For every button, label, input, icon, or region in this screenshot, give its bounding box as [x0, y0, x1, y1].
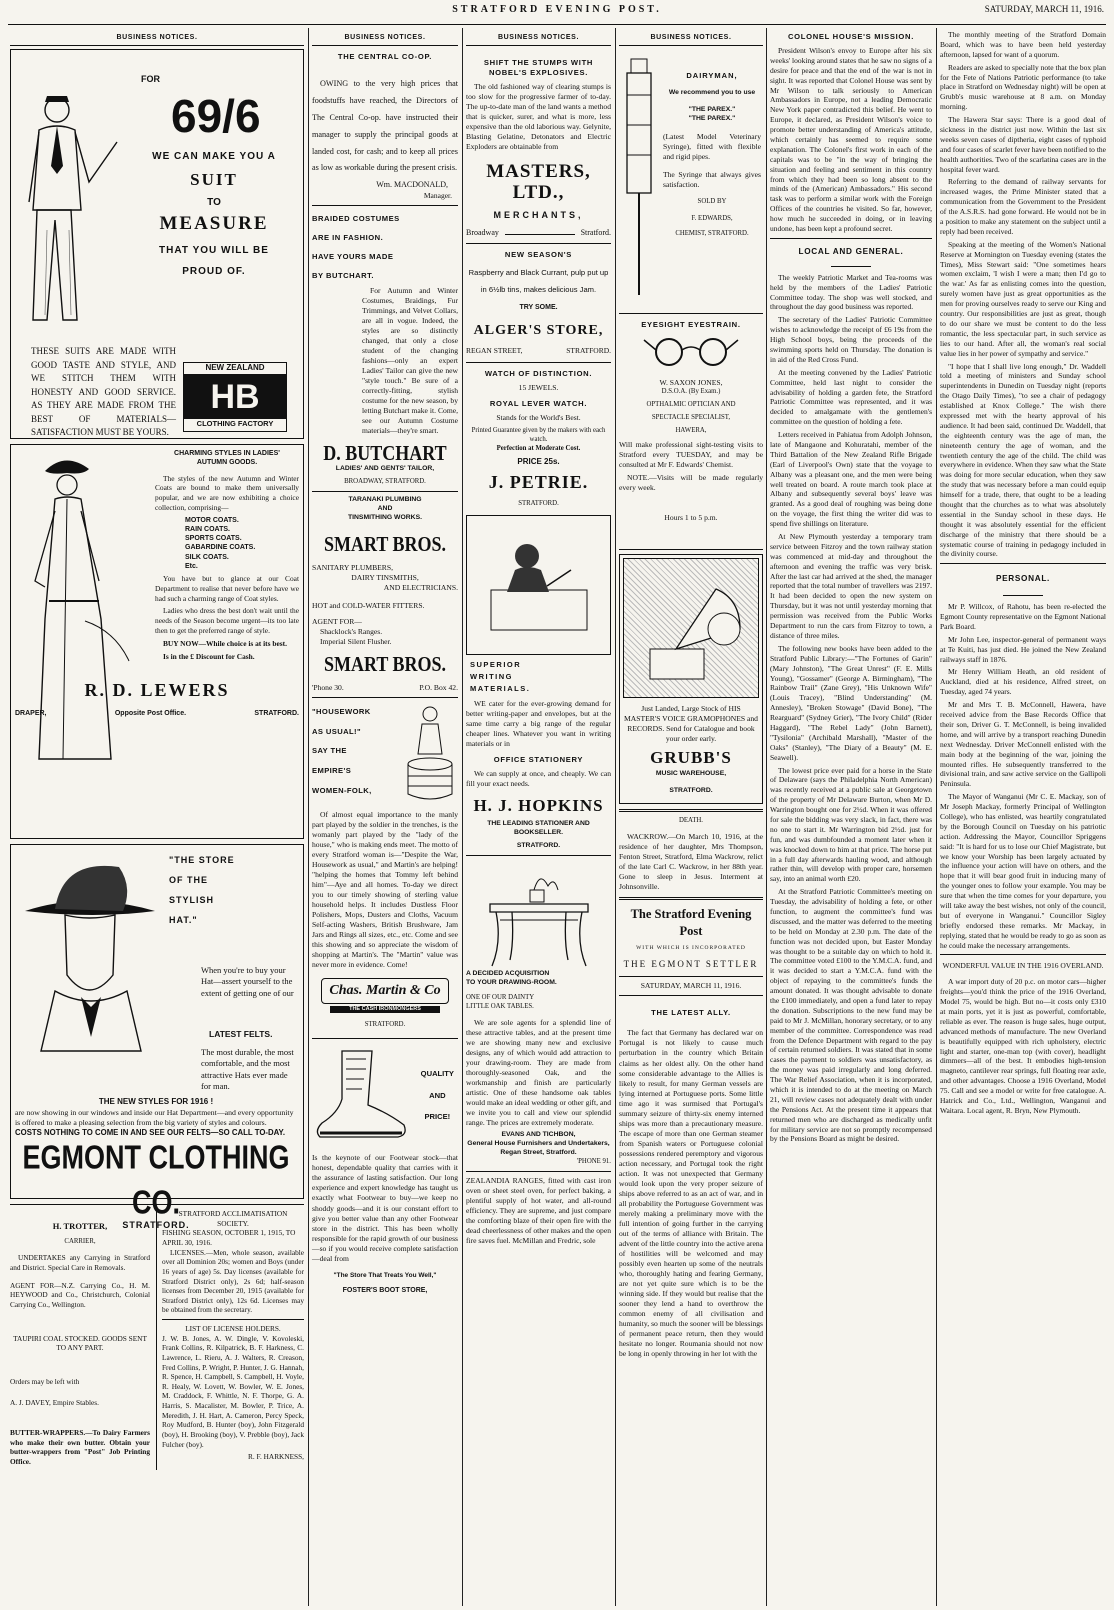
trotter-para: TAUPIRI COAL STOCKED. GOODS SENT TO ANY PART.: [13, 1333, 147, 1353]
masters-name: MASTERS, LTD.,: [486, 161, 591, 204]
jones-town: HAWERA,: [675, 427, 707, 435]
paper-flag: The Stratford Evening Post: [630, 907, 752, 938]
accl-heading: STRATFORD ACCLIMATISATION SOCIETY.: [178, 1209, 288, 1228]
local-para: The secretary of the Ladies' Patriotic Committee wishes to acknowledge the receipt of £6 19s from the High School boys, being the proceeds of the swimming sports held on Thursday. The donation is in aid of the Red Cross Fund.: [770, 315, 932, 364]
zealandia-ranges: ZEALANDIA RANGES, fitted with cast iron oven or sheet steel oven, for perfect baking, a plentiful supply of hot water, and all-round efficiency. They are supreme, and just compare the comforting blaze of their open fire with the dead cheerlessness of other makes and the open fire saves fuel. McMillan and Fredric, sole: [466, 1175, 611, 1245]
jones-body: Will make professional sight-testing visits to Stratford every TUESDAY, and may be consulted at Mr F. Edwards' Chemist.: [619, 440, 763, 470]
hats-q1: "THE STORE: [169, 855, 235, 866]
personal-para: Mr P. Willcox, of Rahotu, has been re-elected the Egmont County representative on the Egmont National Park Board.: [940, 602, 1106, 631]
smart-line: AND ELECTRICIANS.: [383, 583, 458, 593]
lewers-town: STRATFORD.: [254, 710, 299, 718]
suit-line-3: TO: [207, 196, 221, 208]
smart-line: Shacklock's Ranges.: [320, 627, 383, 637]
coat-list: [155, 516, 299, 571]
suit-line-1: WE CAN MAKE YOU A: [152, 151, 276, 163]
parex-heading: DAIRYMAN,: [686, 71, 738, 81]
algers-name: ALGER'S STORE,: [473, 322, 604, 338]
personal-para: The Mayor of Wanganui (Mr C. E. Mackay, son of Mr Joseph Mackay, formerly Principal of Wellington College), who has enlisted, was heartily congratulated by the Borough Council on Tuesday on his patriotic action. Addressing the Mayor, Councillor Spriggens said: "It is hard for us to lose our Chief Magistrate, but we know your Worship has been largely actuated by the influence your action will have on others, and the hope that it will bear good fruit in inducing many of the younger ones to follow your example. You may be sure that when the time comes for your departure, you will take away the best wishes, not only of the council, but of everyone in Wanganui." Councillor Sigley briefly endorsed these remarks. Mr Mackay, in replying, stated that he would be ready to go as soon as he could make the necessary arrangements.: [940, 792, 1106, 950]
foster-body: Is the keynote of our Footwear stock—that honest, dependable quality that carries with it the assurance of lasting satisfaction. Our long experience and expert knowledge has taught us exactly what Footwear to buy—we keep no shoddy goods—and it is our constant effort to give you better value than any other Footwear store in the district. This has been wholly responsible for the rapid growth of our business—so if you would receive complete satisfaction—deal from: [312, 1153, 458, 1263]
suit-line-4: MEASURE: [159, 213, 269, 235]
foster-heading-block: [312, 1043, 458, 1153]
personal-para: Mr John Lee, inspector-general of permanent ways at Te Kuiti, has just died. He joined the New Zealand railways staff in 1876.: [940, 634, 1106, 664]
petrie-guarantee: Printed Guarantee given by the makers with each watch.: [471, 427, 606, 444]
column-rule: [308, 28, 309, 1606]
martin-logo-sub: THE CASH IRONMONGERS: [330, 1006, 440, 1013]
lewers-para: Ladies who dress the best don't wait until the needs of the Season become urgent—its too late then to get the preferred range of style.: [155, 606, 299, 635]
gramophone-icon: [640, 569, 750, 689]
smart-line: DAIRY TINSMITHS,: [351, 573, 419, 583]
masthead: [0, 4, 1114, 18]
accl-season: FISHING SEASON, OCTOBER 1, 1915, TO APRIL 30, 1916.: [162, 1228, 296, 1248]
column-6: [940, 30, 1106, 1606]
hb-logo: [183, 362, 287, 432]
man-in-suit-illustration: [17, 90, 127, 340]
hats-q2: OF THE: [169, 875, 208, 886]
personal-para: Mr Henry William Heath, an old resident of Auckland, died at his residence, Alfred street, on Tuesday, aged 74 years.: [940, 667, 1106, 697]
jones-line: SPECTACLE SPECIALIST,: [651, 414, 731, 422]
parex-advert: [619, 49, 763, 309]
news-para: The Hawera Star says: There is a good deal of sickness in the district just now. Within the last six weeks seven cases of diptheria, eight cases of typhoid and four cases of scarlet fever have been notified to the health authorities. Two of the scarlatina cases are in the hospital fever ward.: [940, 115, 1106, 174]
accl-signature: R. F. HARKNESS,: [248, 1452, 304, 1462]
masthead-title: STRATFORD EVENING POST.: [452, 4, 662, 15]
suit-line-6: PROUD OF.: [182, 266, 246, 278]
martin-line: WOMEN-FOLK,: [312, 785, 372, 795]
column-rule: [615, 28, 616, 1606]
martin-town: STRATFORD.: [364, 1021, 406, 1029]
grubbs-sub: MUSIC WAREHOUSE,: [655, 769, 727, 777]
butchart-line: BRAIDED COSTUMES: [312, 213, 400, 223]
lewers-advert: [10, 444, 304, 839]
lewers-heading-1: CHARMING STYLES IN LADIES': [174, 450, 280, 458]
masters-heading: NOBEL'S EXPLOSIVES.: [488, 68, 589, 78]
suit-line-2: SUIT: [190, 170, 238, 190]
masters-body: The old fashioned way of clearing stumps is too slow for the progressive farmer of to-day. The up-to-date man of the land wants a method that is quicker, surer, and what is more, less expensive than the old laborious way. Gelynite, Blasting Gelatine, Detonators and Electric Exploders are obtainable from: [466, 82, 611, 152]
masters-right: Stratford.: [580, 228, 611, 238]
evans-body: We are sole agents for a splendid line of these attractive tables, and at the present time we are showing many new and exclusive designs, any of which would add attraction to your drawing-room. They are made from thoroughly-seasoned Oak, and the workmanship and finish are particularly artistic. One of these handsome oak tables would make an ideal wedding or other gift, and we invite you to call and view our splendid range. The prices are extremely moderate.: [466, 1017, 611, 1127]
smart-line: Imperial Silent Flusher.: [320, 637, 392, 647]
accl-list-heading: LIST OF LICENSE HOLDERS.: [185, 1324, 281, 1334]
smart-heading: TINSMITHING WORKS.: [347, 514, 422, 522]
petrie-jewels: 15 JEWELS.: [518, 383, 559, 393]
lewers-draper: DRAPER,: [15, 710, 47, 718]
lewers-opposite: Opposite Post Office.: [114, 710, 187, 718]
petrie-heading: WATCH OF DISTINCTION.: [484, 369, 593, 379]
section-header: BUSINESS NOTICES.: [312, 30, 458, 46]
martin-logo: Chas. Martin & Co: [321, 978, 449, 1004]
column-2: [312, 30, 458, 1606]
parex-desc: (Latest Model Veterinary Syringe), fitted with flexible and rigid pipes.: [663, 132, 761, 162]
egmont-settler: THE EGMONT SETTLER: [623, 958, 759, 969]
gramophone-illustration: [623, 558, 759, 698]
news-para: Readers are asked to specially note that the box plan for the Fete of Nations Patriotic performance (to take place in Stratford on Wednesday night) will be open at Grubb's music warehouse at 8 a.m. on Monday morning.: [940, 62, 1106, 112]
boot-illustration: [312, 1047, 408, 1147]
news-para: Referring to the demand of railway servants for increased wages, the Prime Minister stated that a communication from the Government to the President of the A.S.R.S. had gone forward. He would not be in a position to make any statement on the subject until a reply had been received.: [940, 177, 1106, 236]
spectacles-icon: [641, 334, 741, 368]
jones-hours: Hours 1 to 5 p.m.: [664, 513, 718, 523]
local-general-heading: LOCAL AND GENERAL.: [798, 246, 904, 256]
column-rule: [936, 28, 937, 1606]
jones-note: NOTE.—Visits will be made regularly every week.: [619, 473, 763, 493]
section-header: BUSINESS NOTICES.: [10, 30, 304, 46]
evans-phone: 'PHONE 91.: [576, 1157, 611, 1165]
personal-heading: PERSONAL.: [995, 574, 1051, 584]
foster-name: FOSTER'S BOOT STORE,: [342, 1287, 428, 1295]
petrie-name: J. PETRIE.: [488, 471, 589, 492]
personal-para: Mr and Mrs T. B. McConnell, Hawera, have received advice from the Base Records Office that their son, Driver G. T. McConnell, is being invalided home, and will arrive by a transport reaching Dunedin next Wednesday. Driver McConnell enlisted with the main body at the beginning of the war, joining the mounted rifles. He subsequently transferred to the divisional train, and saw active service on the Gallipoli Peninsula.: [940, 700, 1106, 789]
hats-para-1: When you're to buy your Hat—assert yourself to the extent of getting one of our: [201, 965, 294, 998]
trotter-para: Orders may be left with: [10, 1376, 80, 1386]
evans-heading: LITTLE OAK TABLES.: [466, 1002, 534, 1010]
syringe-illustration: [619, 55, 659, 305]
hats-para-2: The most durable, the most comfortable, and the most attractive Hats ever made for man.: [201, 1047, 294, 1091]
martin-body: Of almost equal importance to the manly part played by the soldier in the trenches, is the womanly part played by the "lady of the house," who is making ends meet. The motto of every Stratford woman is—"Despite the War, Housework as usual," and Martin's are helping! "helping the homes that Tommy left behind him"—Aye and all homes. To-day we direct you to our timely showing of sterling value household helps. It includes Dustless Floor Polishers, Mops, Dusters and Cloths, Vacuum Self-acting Washers, British Brushware, Jam Jars and Rings all sizes, etc., etc. Come and see this showing and so appreciate the wisdom of shopping at Martin's. The "Martin" value was never more in evidence. Come!: [312, 809, 458, 970]
hopkins-town: STRATFORD.: [516, 841, 561, 849]
writing-desk-icon: [487, 530, 591, 642]
smart-heading: TARANAKI PLUMBING: [348, 496, 422, 504]
new-styles: THE NEW STYLES FOR 1916 !: [98, 1097, 214, 1107]
lewers-para: Is in the £ Discount for Cash.: [163, 651, 255, 661]
hopkins-para: We can supply at once, and cheaply. We can fill your exact needs.: [466, 769, 611, 789]
local-para: The lowest price ever paid for a horse in the State of Delaware (says the Philadelphia North American) was recently received at a public sale at Georgetown of the property of Mr Delaware Burton, when Mr D. Warrington bought one for 2½d. When it was offered for sale the bidding was very slack, in fact, there was no one to start it. Mr Warrington bid 2½d. just for fun, and was dumbfounded a moment later when it was knocked down to him at that price. The horse put in a full day afterwards hauling wood, and although rather thin, will develop with proper care, horsemen say, into an animal worth £20.: [770, 765, 932, 884]
death-heading: DEATH.: [679, 817, 703, 825]
suit-line-5: THAT YOU WILL BE: [159, 245, 269, 257]
column-3: [466, 30, 611, 1606]
martin-heading-block: [312, 702, 458, 810]
foster-line: AND: [429, 1090, 446, 1100]
logo-top-text: NEW ZEALAND: [184, 363, 286, 375]
algers-body: Raspberry and Black Currant, pulp put up in 6½lb tins, makes delicious Jam.: [468, 267, 609, 295]
coat-item: RAIN COATS.: [185, 526, 230, 533]
column-5: [770, 30, 932, 1606]
egmont-clothing-name: EGMONT CLOTHING CO.: [22, 1138, 290, 1221]
local-para: The following new books have been added to the Stratford Public Library:—"The Fortunes of Garin" (Mary Johnston), "The Great Unrest" (F. E. Mills Young), "Gossamer" (George A. Birmingham), "The Rainbow Trail" (Zane Grey), "His Unknown Wife" (Louis Tracey), "Blind Understanding" (M. Annesley), "Broken Stowage" (David Bone), "The Rearguard" (Sydney Grier), "The Ivory Child" (Rider Haggard), "The Rebel Lady" (John Barnett), "Tysilonia" (Archibald Marshall), "Master of the Oaks" (Stanley), "The Diary of a Beauty" (M. E. Seawell).: [770, 643, 932, 762]
hopkins-office: OFFICE STATIONERY: [493, 755, 584, 765]
news-para: "I hope that I shall live long enough," Dr. Waddell told a meeting of ministers and Sunday school superintendents in Dunedin on Tuesday night (reports the Otago Daily Times), "to see a chair of pedagogy established at Knox College." The wish there expressed met with the hearty approval of his audience. It had been said, continued Dr. Waddell, that the eighteenth century was the age of man, the nineteenth century the age of woman, and the twentieth century the age of the child. The child was everywhere in evidence. When they saw what the State was doing for more secular education, when they saw the study that was necessary before a man could equip himself for a trade, there, that ought to be a leading thought that the churches as to what was absolutely essential in the Sunday school in these days. He thought it was absolutely essential for the efficient discharge of the ministry that there should be a systematic course of training in pedagogy included in the divinity course.: [940, 361, 1106, 559]
for-label: FOR: [141, 74, 160, 85]
hats-q3: STYLISH: [169, 894, 215, 905]
evans-heading: TO YOUR DRAWING-ROOM.: [466, 978, 557, 986]
lewers-para: You have but to glance at our Coat Department to realise that never before have we had such a charming range of Coat styles.: [155, 574, 299, 603]
logo-main-text: HB: [184, 375, 286, 419]
parex-name: "THE PAREX.": [688, 106, 736, 114]
masters-left: Broadway: [466, 228, 499, 238]
algers-try: TRY SOME.: [519, 303, 558, 311]
washer-illustration: [404, 702, 456, 807]
hats-para-4: COSTS NOTHING TO COME IN AND SEE OUR FELTS—SO CALL TO-DAY.: [15, 1128, 286, 1138]
latest-ally-body: The fact that Germany has declared war on Portugal is not likely to cause much perturbation in the country which Britain claims as her oldest ally. On the other hand some considerable advantage to the Allies is likely to result, for many German vessels are lying interned at Portuguese ports. Some little time ago it was surmised that Portugal's summary seizure of thirty-six enemy interned ships was more than a precautionary measure. The escape of more than one German steamer from Spanish waters or Portuguese colonial possessions rendered peremptory and vigorous action necessary, and Portugal took the right action. It was not unexpected that Germany would look upon the very proper seizure of ships above referred to as an act of war, and in all probability the Portuguese Government was merely making a preliminary move with the full intention of going further in the carrying out of the terms of alliance with Britain. The advent of the little country into the active arena of hostilities will be welcomed and may possibly even hearten up some of the neutrals who, thoroughly hating and fearing Germany, are not yet quite sure which is to be the winning side. If they would but realise that the sooner they lend a hand to overthrow the common enemy of all civilisation and humanity, so much the sooner will be blessings of permanent peace return, then they would hesitate no longer. Roumania should not now be long in openly throwing in her lot with the: [619, 1028, 763, 1358]
egmont-town: STRATFORD.: [122, 1219, 190, 1230]
hopkins-name: H. J. HOPKINS: [473, 796, 604, 816]
parex-name: "THE PAREX.": [688, 115, 736, 123]
coop-title: Manager.: [423, 190, 452, 200]
mission-heading: COLONEL HOUSE'S MISSION.: [787, 32, 915, 41]
masters-merchants: MERCHANTS,: [493, 210, 584, 221]
grubbs-town: STRATFORD.: [669, 786, 713, 794]
lewers-name: R. D. LEWERS: [84, 680, 230, 701]
suit-body: THESE SUITS ARE MADE WITH GOOD TASTE AND STYLE, AND WE STITCH THEM WITH HONESTY AND GOOD SERVICE. AS THEY ARE MADE FROM THE BEST OF MATERIALS—SATISFACTION MUST BE YOURS.: [31, 346, 176, 438]
column-rule: [462, 28, 463, 1606]
local-para: At the meeting convened by the Ladies' Patriotic Committee, held last night to consider the advisability of holding a garden fete, the Stratford Patriotic Committee was represented, and it was decided to amalgamate with the gentlemen's committee on the question of holding a fete.: [770, 367, 932, 427]
smart-line: HOT and COLD-WATER FITTERS.: [312, 601, 425, 611]
mission-body: President Wilson's envoy to Europe after his six weeks' looking around states that he saw no signs of a desire for peace and that the end of the war is not in sight. It was reported that Colonel House was sent by Mr Wilson to talk seriously to American Ambassadors in Europe, not a leading Democratic New York paper contradicted this belief. He went to Europe, it declared, as President Wilson's voice to promote better understanding of America's attitude, which certainly has seemed to require some explanation. The Colonel's first work in each of the capitals was to be "in the way of bringing the situation and feeling and sentiment in this country from which they had been so long absent to the minds of the (American) Ambassadors." His second task was to perform a similar work with the Foreign Offices of the countries he visited. So far, however, how much he succeeded in doing, or in leaving undone, has been kept a profound secret.: [770, 46, 932, 234]
smart-line: AGENT FOR—: [312, 617, 362, 627]
hats-para-3: are now showing in our windows and inside our Hat Department—and every opportunity is offered to make a pleasing selection from the big variety of styles and colours.: [15, 1107, 294, 1128]
section-header: BUSINESS NOTICES.: [619, 30, 763, 46]
algers-address: REGAN STREET,: [466, 346, 523, 356]
local-para: Letters received in Pahiatua from Adolph Johnson, late of Mangaone and Kohuratahi, member of the Third Battalion of the New Zealand Rifle Brigade (Earl of Liverpool's Own) state that the voyage to Albany was a pleasant one, and the men were being well treated on board. A route march took place at Albany and subsequently several boys' leave was granted. As a good deal of roughing was being done on the voyage, the first thing the writer did was to spend five shillings on literature.: [770, 430, 932, 529]
evans-name: EVANS AND TICHBON,: [501, 1130, 576, 1138]
butchart-body: For Autumn and Winter Costumes, Braidings, Fur Trimmings, and Velvet Collars, are all in vogue. Indeed, the styles are so distinctly changed, that only a close student of the changing fashions—only an expert Ladies' Tailor can give the new "style touch." Be sure of a correctly-fitting, stylish costume for the new season, by letting Butchart make it. Come, see our Autumn Costume materials—they're smart.: [362, 285, 458, 435]
edwards-address: CHEMIST, STRATFORD.: [675, 230, 749, 238]
butchart-address: BROADWAY, STRATFORD.: [344, 478, 426, 486]
column-4: [619, 30, 763, 1606]
death-body: WACKROW.—On March 10, 1916, at the residence of her daughter, Mrs Thompson, Fenton Street, Stratford, Elma Wackrow, relict of the late Carl C. Wackrow, in her 88th year. Gone to sleep in Jesus. Interment at Johnsonville.: [619, 832, 763, 892]
local-para: At New Plymouth yesterday a temporary tram service between Fitzroy and the town railway station was commenced at mid-day and throughout the afternoon and evening the traffic was very brisk. After the last car had arrived at the shed, the manager reported that the total number of travellers was 2197. It had been decided to open the new system on Thursday, but it was not until yesterday morning that permission was received from the Public Works Department to run the cars from Fitzroy to town, a distance of three miles.: [770, 532, 932, 640]
coop-body: OWING to the very high prices that foodstuffs have reached, the Directors of The Central Co-op. have instructed their manager to supply the principal goods at landed cost, for cash; and to keep all prices as low as workable during the present crisis.: [312, 79, 458, 173]
eyesight-heading: EYESIGHT EYESTRAIN.: [641, 320, 741, 330]
incorporated-label: WITH WHICH IS INCORPORATED: [636, 945, 746, 952]
martin-line: SAY THE: [312, 746, 347, 756]
column-1: [10, 30, 304, 1606]
accl-body: LICENSES.—Men, whole season, available over all Dominion 20s; women and Boys (under 16 years of age) 5s. Day licenses (available for Stratford District only), 2s 6d; half-season licenses from December 20, 1915 (available for Stratford District only), 12s 6d. Licenses may be obtained from the secretary.: [162, 1247, 304, 1315]
news-para: Speaking at the meeting of the Women's National Reserve at Mornington on Tuesday evening (states the Times), Miss Stewart said: "One sometimes hears women exclaim, 'I wish I were a man; then I'd go to the war.' As far as enlisting comes into the question, surely women have just as great opportunities as the men for proving ourselves ready to serve our King and country. Our responsibilities are just as great, though to do our share we must be content to do the less romantic, the less spectacular part, in such service as lies to our hand. After all, the woman's real social value lies in her power of sympathy and service.": [940, 239, 1106, 358]
writing-illustration: [466, 515, 611, 655]
hopkins-line: MATERIALS.: [470, 684, 531, 694]
edwards-name: F. EDWARDS,: [691, 215, 733, 223]
smart-line: SANITARY PLUMBERS,: [312, 563, 393, 573]
grubbs-body: Just Landed, Large Stock of HIS MASTER'S VOICE GRAMOPHONES and RECORDS. Send for Catalogue and book your order early.: [624, 704, 758, 744]
evans-sub: General House Furnishers and Undertakers, Regan Street, Stratford.: [467, 1139, 610, 1156]
trotter-para: AGENT FOR—N.Z. Carrying Co., H. M. HEYWOOD and Co., Christchurch, Colonial Carrying Co., Wellington.: [10, 1280, 150, 1309]
smart-bros-name-2: SMART BROS.: [323, 652, 447, 677]
local-para: At the Stratford Patriotic Committee's meeting on Tuesday, the advisability of holding a fete, or other function, to augment the committee's fund was discussed, and the matter was deferred to the meeting to be held on Monday at 2.30 p.m. The date of the function was not decided upon, but Easter Monday was thought to be a suitable day on which to hold it. The committee voted £100 to the Y.M.C.A. fund, and it was decided to start a Y.M.C.A. fund with the object of repaying to the committee's funds the amount donated. It was thought advisable to donate the £100 immediately, and open a fund later to repay the donation. Subscriptions to the new fund may be paid to Mr J. McMillan, honorary secretary, or to any member of the committee. Correspondence was read from the Defence Department with regard to the pay of certain returned soldiers. It was stated that in some cases the payment to soldiers was unsatisfactory, as the money was paid irregularly and long deferred. The War Relief Association, when it is incorporated, which it is intended to do at the meeting on March 21, will review cases not adequately dealt with under the Pensions Act. At the present time it appears that returned men who are discharged as medically unfit for military service are not so promptly recompensed by the Pensions Board as might be desired.: [770, 887, 932, 1144]
foster-tagline: "The Store That Treats You Well,": [333, 1271, 437, 1279]
smart-heading: AND: [377, 505, 393, 513]
butchart-name: D. BUTCHART: [323, 440, 447, 465]
butchart-sub: LADIES' AND GENTS' TAILOR,: [335, 465, 435, 473]
leader-date: SATURDAY, MARCH 11, 1916.: [640, 981, 742, 991]
logo-bottom-text: CLOTHING FACTORY: [196, 418, 274, 428]
jones-quals: D.S.O.A. (By Exam.): [661, 388, 721, 396]
trotter-para: UNDERTAKES any Carrying in Stratford and District. Special Care in Removals.: [10, 1253, 150, 1273]
petrie-lever: ROYAL LEVER WATCH.: [489, 399, 588, 409]
grubbs-name: GRUBB'S: [650, 748, 732, 768]
oak-table-illustration: [484, 860, 594, 970]
coat-item: MOTOR COATS.: [185, 516, 239, 524]
acclimatisation-notice: [156, 1209, 304, 1469]
foster-line: QUALITY: [420, 1069, 454, 1079]
evans-heading: A DECIDED ACQUISITION: [466, 969, 550, 977]
coat-item: SPORTS COATS.: [185, 535, 242, 543]
hopkins-line: SUPERIOR: [470, 660, 522, 670]
accl-list: J. W. B. Jones, A. W. Dingle, V. Kovoleski, Frank Collins, R. Kilpatrick, B. F. Harkness, C. Lawrence, L. Rieru, A. J. Walters, R. Creason, Fred Collins, P. Wright, P. Hunter, J. G. Hannah, R. Spence, H. Campbell, S. Campbell, H. Voyle, R. Healy, W. Lovett, W. Bowler, W. E. Jones, M. Craddock, F. Whittle, N. F. Thorpe, G. A. Harris, S. Macalister, M. Bowler, P. Trice, A. Meredith, J. H. Hart, A. Cameron, Percy Speck, Roy Mudford, B. Hunter (boy), John Fitzgerald (boy), H. Brooking (boy), V. Prebble (boy), Jack Fulcher (boy).: [162, 1333, 304, 1449]
parex-rec: We recommend you to use: [668, 89, 756, 97]
smart-phone: 'Phone 30.: [312, 682, 344, 692]
trotter-carrier: CARRIER,: [64, 1238, 96, 1246]
local-para: The weekly Patriotic Market and Tea-rooms was held by the members of the Ladies' Patriotic Committee today. The shop was well stocked, and throughout the day good business was reported.: [770, 272, 932, 312]
lewers-intro: The styles of the new Autumn and Winter Coats are bound to make them universally popular, and we are now exhibiting a choice collection, comprising—: [155, 473, 299, 512]
petrie-stands: Stands for the World's Best.: [496, 413, 581, 423]
woman-in-coat-illustration: [15, 451, 145, 771]
butchart-line: ARE IN FASHION.: [312, 232, 384, 242]
trotter-para: A. J. DAVEY, Empire Stables.: [10, 1398, 99, 1408]
petrie-perfection: Perfection at Moderate Cost.: [496, 445, 581, 453]
coat-item: GABARDINE COATS.: [185, 544, 256, 552]
algers-town: STRATFORD.: [566, 346, 611, 356]
masters-heading: SHIFT THE STUMPS WITH: [483, 58, 594, 68]
hopkins-body: WE cater for the ever-growing demand for better writing-paper and envelopes, but at the same time carry a big range of the regular cheaper lines. Whatever you want in writing materials or in: [466, 699, 611, 749]
masthead-date: SATURDAY, MARCH 11, 1916.: [984, 4, 1104, 14]
hopkins-sub: THE LEADING STATIONER AND BOOKSELLER.: [487, 819, 590, 836]
petrie-town: STRATFORD.: [518, 500, 559, 508]
coop-signature: Wm. MACDONALD,: [376, 180, 448, 190]
column-rule: [766, 28, 767, 1606]
man-in-felt-hat-illustration: [15, 851, 165, 1051]
trotter-para: BUTTER-WRAPPERS.—To Dairy Farmers who make their own butter. Obtain your butter-wrappers from "Post" Job Printing Office.: [10, 1428, 150, 1466]
news-para: The monthly meeting of the Stratford Domain Board, which was to have been held yesterday afternoon, lapsed for want of a quorum.: [940, 30, 1106, 59]
lewers-para: BUY NOW—While choice is at its best.: [163, 638, 287, 648]
hopkins-line: WRITING: [470, 672, 513, 682]
section-header: BUSINESS NOTICES.: [466, 30, 611, 46]
suit-advert: [10, 49, 304, 439]
jones-name: W. SAXON JONES,: [659, 378, 723, 388]
trotter-advert: [10, 1209, 150, 1469]
algers-heading: NEW SEASON'S: [504, 249, 573, 259]
parex-sold: SOLD BY: [697, 198, 727, 206]
overland-heading: WONDERFUL VALUE IN THE 1916 OVERLAND.: [942, 961, 1104, 971]
trotter-name: H. TROTTER,: [52, 1221, 108, 1232]
hats-q4: HAT.": [169, 914, 198, 925]
martin-line: AS USUAL!": [312, 726, 361, 736]
coop-heading: THE CENTRAL CO-OP.: [337, 52, 433, 62]
butchart-line: HAVE YOURS MADE: [312, 251, 394, 261]
martin-line: "HOUSEWORK: [312, 706, 371, 716]
martin-line: EMPIRE'S: [312, 766, 352, 776]
butchart-line: BY BUTCHART.: [312, 270, 374, 280]
smart-box: P.O. Box 42.: [419, 682, 458, 692]
smart-bros-name: SMART BROS.: [323, 532, 447, 557]
grubbs-advert: [619, 554, 763, 804]
petrie-price: PRICE 25s.: [517, 457, 560, 467]
latest-ally-heading: THE LATEST ALLY.: [651, 1008, 731, 1018]
jones-line: OPTHALMIC OPTICIAN AND: [646, 401, 736, 409]
foster-line: PRICE!: [424, 1111, 451, 1121]
coat-item: Etc.: [185, 562, 198, 570]
parex-sat: The Syringe that always gives satisfaction.: [663, 170, 761, 190]
evans-heading: ONE OF OUR DAINTY: [466, 993, 535, 1001]
price-display: 69/6: [171, 90, 261, 143]
overland-body: A war import duty of 20 p.c. on motor cars—higher freights—you'd think the price of the 1916 Overland, Model 75, would be high. But no—it costs only £310 at main ports, yet it is just as powerful, comfortable, reliable as ever. The reason is huge sales, huge output, advanced methods of manufacture. The new Overland is beautifully equipped with rich upholstery, electric light and starter, one-man top (with cover), headlight dimmers—all of the best. It embodies high-tension magneto, cantilever rear springs, full floating rear axle, and other advantages. Choose a 1916 Overland, Model 75. Call and see a model or write for free catalogue. A. Hatrick and Co., Ltd., Wellington, Wanganui and Waitara. Local agent, R. Bryn, New Plymouth.: [940, 977, 1106, 1115]
latest-felts: LATEST FELTS.: [209, 1029, 273, 1040]
lewers-heading-2: AUTUMN GOODS.: [196, 459, 258, 467]
coat-item: SILK COATS.: [185, 553, 229, 561]
